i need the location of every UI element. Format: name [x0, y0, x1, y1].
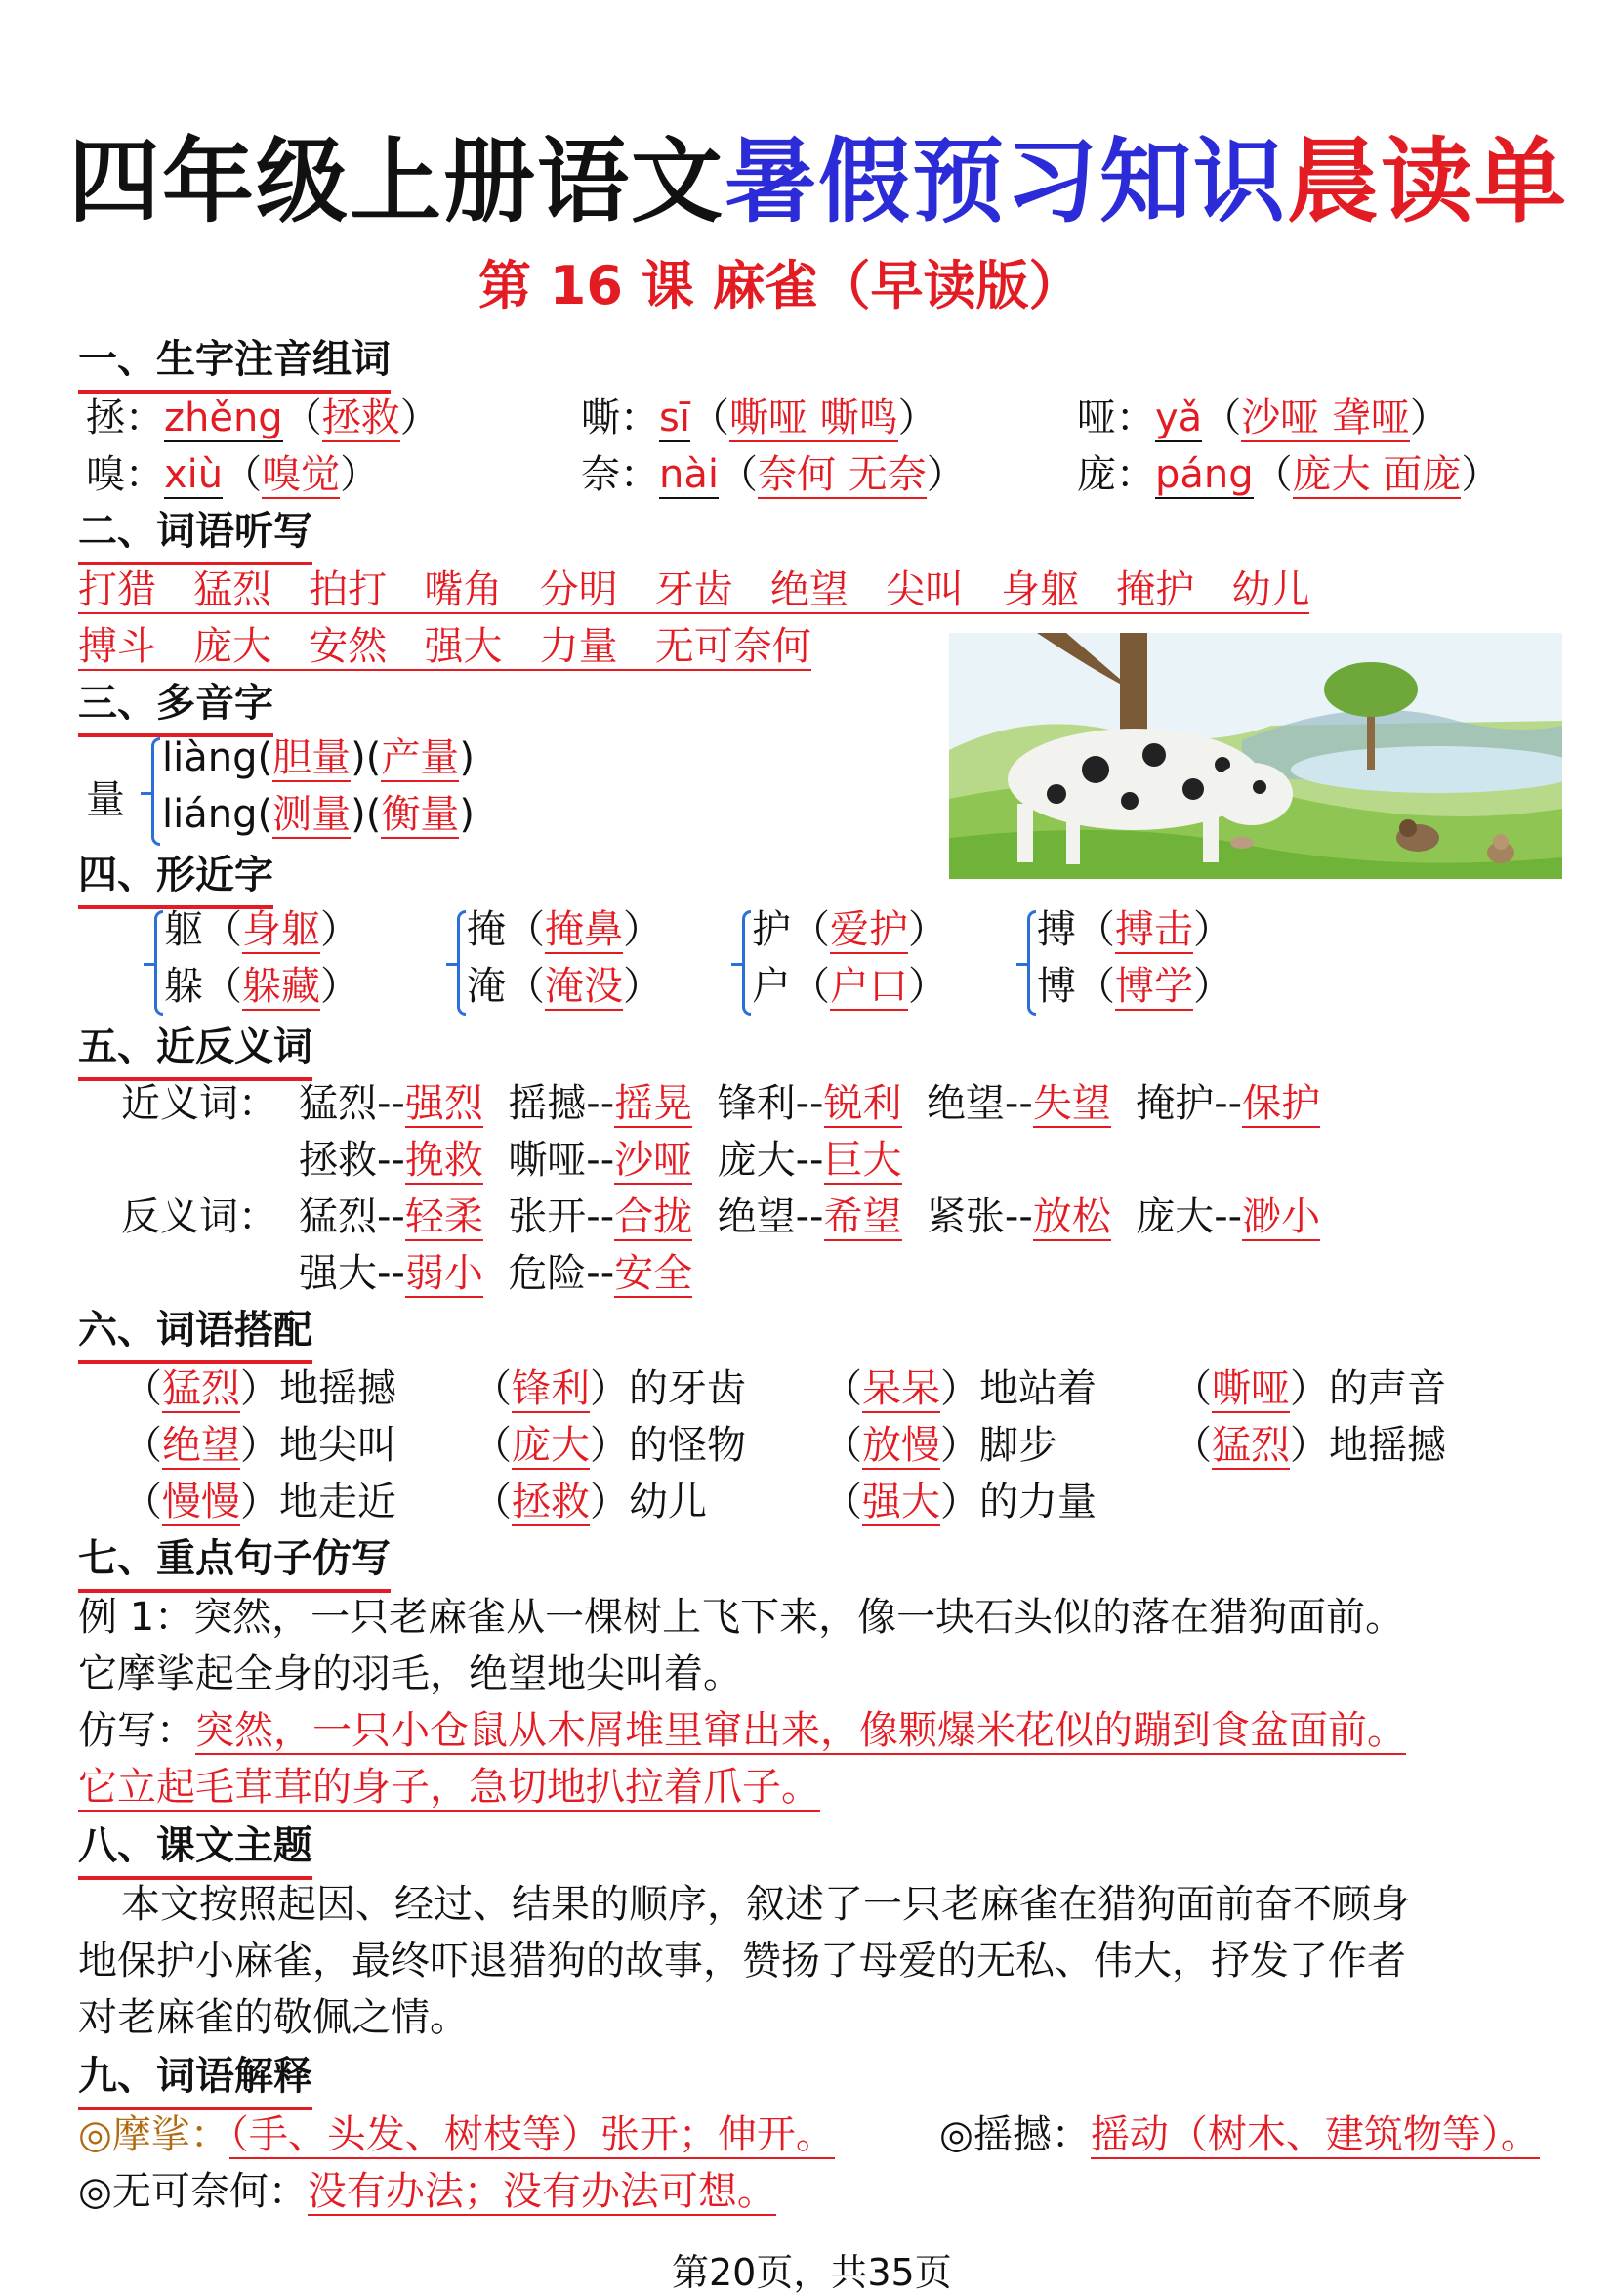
polyphone-char: 量: [86, 777, 125, 822]
similar-char: 护（爱护）: [752, 907, 947, 952]
synonym-row-1: 猛烈--强烈 摇撼--摇晃 锋利--锐利 绝望--失望 掩护--保护: [299, 1081, 1321, 1126]
collocation: （呆呆）地站着: [823, 1366, 1097, 1411]
imitation-line-1: 仿写：突然，一只小仓鼠从木屑堆里窜出来，像颗爆米花似的蹦到食盆面前。: [78, 1708, 1406, 1753]
similar-char: 户（户口）: [752, 964, 947, 1009]
section-heading-3: 三、多音字: [78, 672, 273, 737]
section-heading-5: 五、近反义词: [78, 1016, 312, 1081]
section-heading-6: 六、词语搭配: [78, 1299, 312, 1364]
section-heading-4: 四、形近字: [78, 844, 273, 909]
example-sentence-2: 它摩挲起全身的羽毛，绝望地尖叫着。: [78, 1651, 742, 1696]
section-heading-9: 九、词语解释: [78, 2045, 312, 2110]
collocation: （慢慢）地走近: [123, 1480, 396, 1524]
char-item: 哑：yǎ（沙哑 聋哑）: [1077, 396, 1449, 440]
collocation: （放慢）脚步: [823, 1423, 1057, 1468]
collocation: （绝望）地尖叫: [123, 1423, 396, 1468]
dictation-line-1: 打猎 猛烈 拍打 嘴角 分明 牙齿 绝望 尖叫 身躯 掩护 幼儿: [78, 567, 1310, 612]
similar-brace: [457, 910, 466, 1016]
collocation: （猛烈）地摇撼: [1173, 1423, 1446, 1468]
similar-char: 淹（淹没）: [467, 964, 662, 1009]
polyphone-reading-2: liáng(测量)(衡量): [162, 792, 475, 837]
antonym-row-1: 猛烈--轻柔 张开--合拢 绝望--希望 紧张--放松 庞大--渺小: [299, 1194, 1321, 1239]
char-item: 嗅：xiù（嗅觉）: [86, 452, 380, 497]
similar-char: 躯（身躯）: [164, 907, 359, 952]
char-item: 嘶：sī（嘶哑 嘶鸣）: [581, 396, 937, 440]
similar-char: 躲（躲藏）: [164, 964, 359, 1009]
collocation: （强大）的力量: [823, 1480, 1097, 1524]
similar-char: 搏（搏击）: [1037, 907, 1232, 952]
dog-and-sparrow-illustration: [949, 633, 1562, 879]
section-heading-2: 二、词语听写: [78, 500, 312, 565]
similar-char: 掩（掩鼻）: [467, 907, 662, 952]
collocation: （拯救）幼儿: [473, 1480, 707, 1524]
similar-brace: [742, 910, 751, 1016]
theme-line-3: 对老麻雀的敬佩之情。: [78, 1995, 469, 2040]
dictation-line-2: 搏斗 庞大 安然 强大 力量 无可奈何: [78, 624, 811, 669]
theme-line-1: 本文按照起因、经过、结果的顺序，叙述了一只老麻雀在猎狗面前奋不顾身: [121, 1882, 1410, 1927]
char-item: 庞：páng（庞大 面庞）: [1077, 452, 1501, 497]
antonym-label: 反义词：: [121, 1194, 277, 1239]
section-heading-7: 七、重点句子仿写: [78, 1527, 391, 1593]
synonym-row-2: 拯救--挽救 嘶哑--沙哑 庞大--巨大: [299, 1138, 902, 1183]
collocation: （嘶哑）的声音: [1173, 1366, 1446, 1411]
definition-2: ◎摇撼：摇动（树木、建筑物等）。: [939, 2112, 1540, 2157]
lesson-subtitle: 第 16 课 麻雀（早读版）: [478, 255, 1082, 316]
collocation: （庞大）的怪物: [473, 1423, 746, 1468]
page-title: 四年级上册语文暑假预习知识晨读单: [68, 128, 1569, 235]
similar-brace: [154, 910, 163, 1016]
definition-3: ◎无可奈何：没有办法；没有办法可想。: [78, 2169, 776, 2214]
similar-brace: [1027, 910, 1036, 1016]
char-item: 拯：zhěng（拯救）: [86, 396, 439, 440]
char-item: 奈：nài（奈何 无奈）: [581, 452, 966, 497]
section-heading-1: 一、生字注音组词: [78, 328, 391, 394]
collocation: （锋利）的牙齿: [473, 1366, 746, 1411]
section-heading-8: 八、课文主题: [78, 1815, 312, 1880]
page-number: 第20页，共35页: [672, 2251, 952, 2294]
polyphone-brace: [151, 737, 160, 846]
theme-line-2: 地保护小麻雀，最终吓退猎狗的故事，赞扬了母爱的无私、伟大，抒发了作者: [78, 1939, 1406, 1983]
similar-char: 博（博学）: [1037, 964, 1232, 1009]
example-sentence-1: 例 1：突然，一只老麻雀从一棵树上飞下来，像一块石头似的落在猎狗面前。: [78, 1595, 1405, 1640]
definition-1: ◎摩挲：（手、头发、树枝等）张开；伸开。: [78, 2112, 835, 2157]
synonym-label: 近义词：: [121, 1081, 277, 1126]
imitation-line-2: 它立起毛茸茸的身子，急切地扒拉着爪子。: [78, 1765, 820, 1810]
antonym-row-2: 强大--弱小 危险--安全: [299, 1251, 693, 1296]
polyphone-reading-1: liàng(胆量)(产量): [162, 735, 475, 780]
collocation: （猛烈）地摇撼: [123, 1366, 396, 1411]
